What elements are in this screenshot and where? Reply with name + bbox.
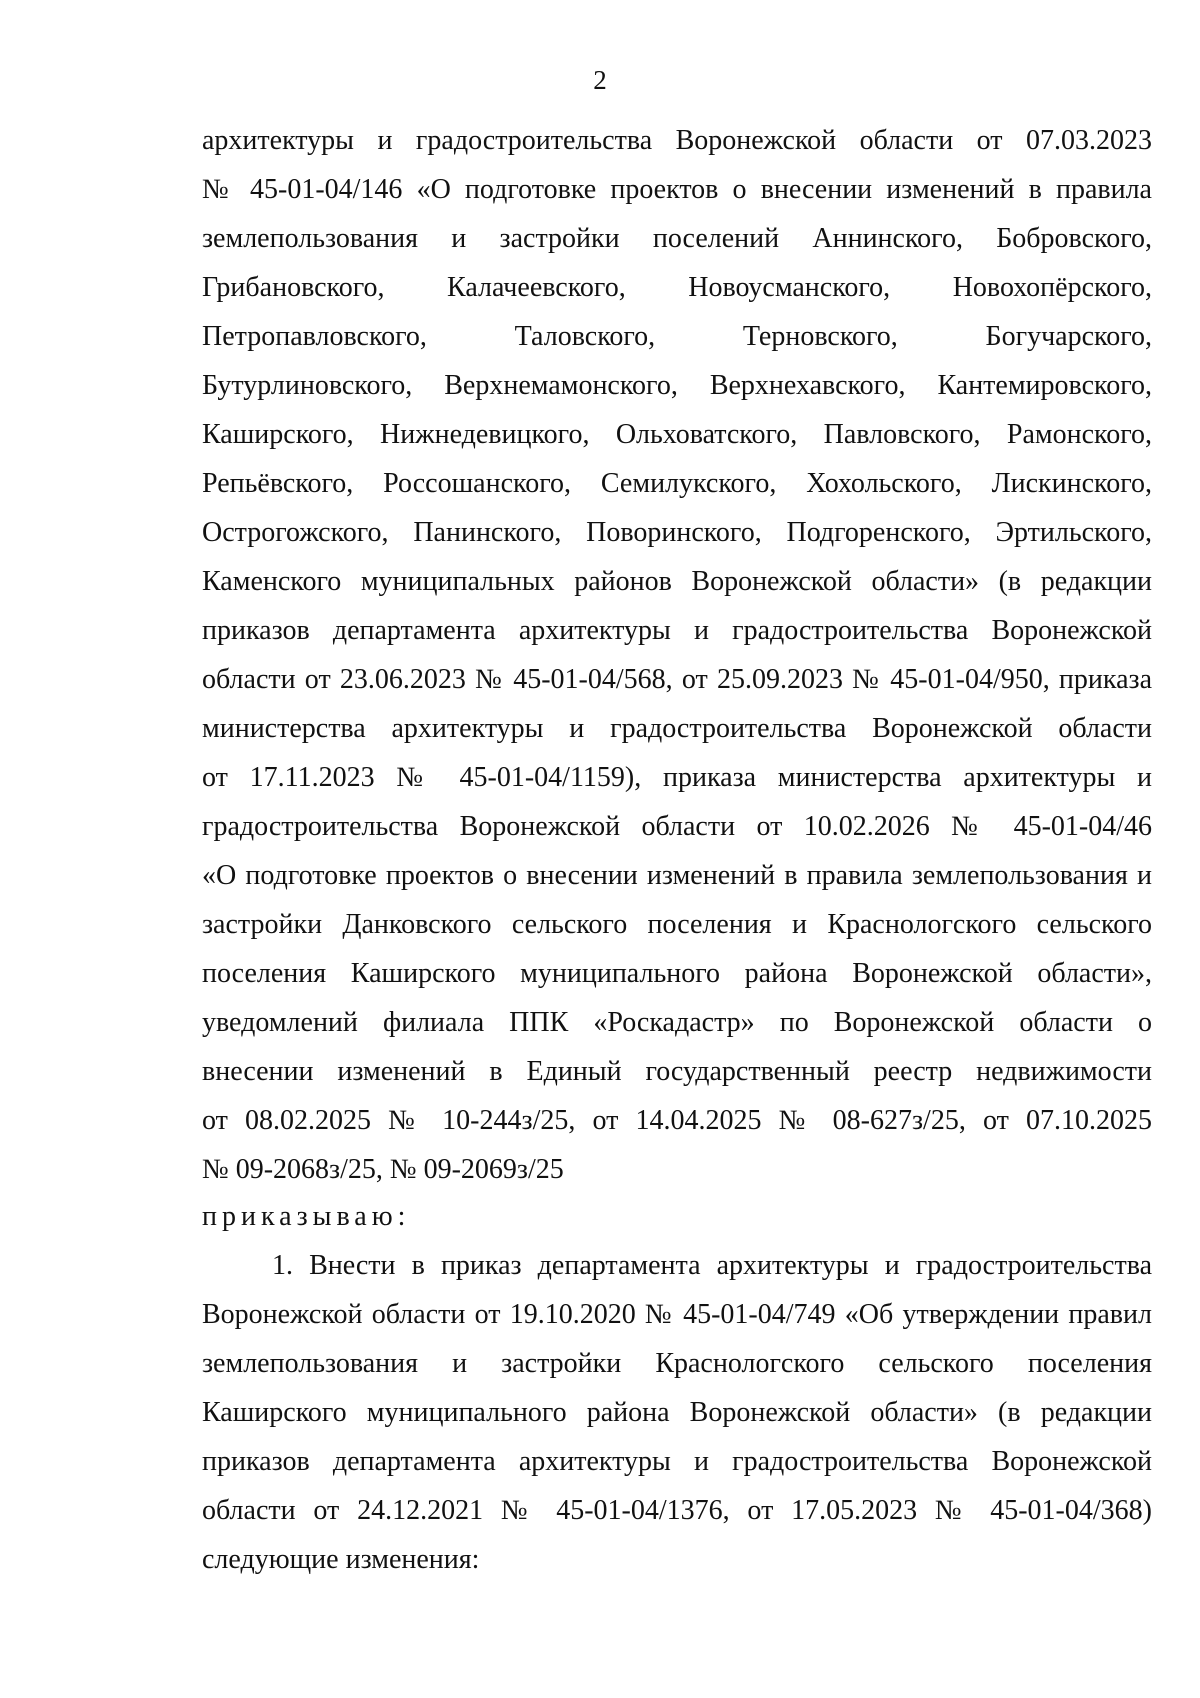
text-line: № 45-01-04/146 «О подготовке проектов о внесении изменений в правила: [202, 174, 1152, 205]
text-line: области от 24.12.2021 № 45-01-04/1376, от 17.05.2023 № 45-01-04/368): [202, 1495, 1152, 1526]
text-line: Грибановского, Калачеевского, Новоусманского, Новохопёрского,: [202, 272, 1152, 303]
text-line: приказов департамента архитектуры и градостроительства Воронежской: [202, 1446, 1152, 1477]
text-line: внесении изменений в Единый государственный реестр недвижимости: [202, 1056, 1152, 1087]
text-line: «О подготовке проектов о внесении изменений в правила землепользования и: [202, 860, 1152, 891]
text-line: архитектуры и градостроительства Воронежской области от 07.03.2023: [202, 125, 1152, 156]
text-line: Репьёвского, Россошанского, Семилукского, Хохольского, Лискинского,: [202, 468, 1152, 499]
text-line: застройки Данковского сельского поселения и Краснологского сельского: [202, 909, 1152, 940]
text-line: землепользования и застройки Краснологского сельского поселения: [202, 1348, 1152, 1379]
text-line: № 09-2068з/25, № 09-2069з/25: [202, 1154, 564, 1185]
text-line: министерства архитектуры и градостроительства Воронежской области: [202, 713, 1152, 744]
page-number: 2: [593, 65, 607, 95]
text-line: области от 23.06.2023 № 45-01-04/568, от 25.09.2023 № 45-01-04/950, приказа: [202, 664, 1152, 695]
text-line: уведомлений филиала ППК «Роскадастр» по Воронежской области о: [202, 1007, 1152, 1038]
text-line: следующие изменения:: [202, 1544, 480, 1575]
text-line: Бутурлиновского, Верхнемамонского, Верхнехавского, Кантемировского,: [202, 370, 1152, 401]
text-line: от 17.11.2023 № 45-01-04/1159), приказа министерства архитектуры и: [202, 762, 1152, 793]
text-line: от 08.02.2025 № 10-244з/25, от 14.04.2025 № 08-627з/25, от 07.10.2025: [202, 1105, 1152, 1136]
text-line: поселения Каширского муниципального района Воронежской области»,: [202, 958, 1152, 989]
item-1-paragraph: [202, 1241, 1152, 1584]
text-line: Острогожского, Панинского, Поворинского, Подгоренского, Эртильского,: [202, 517, 1152, 548]
text-line: приказов департамента архитектуры и градостроительства Воронежской: [202, 615, 1152, 646]
order-heading-block: [202, 1192, 1152, 1241]
text-line: Воронежской области от 19.10.2020 № 45-01-04/749 «Об утверждении правил: [202, 1299, 1152, 1330]
text-line: Каширского муниципального района Воронежской области» (в редакции: [202, 1397, 1152, 1428]
text-line: землепользования и застройки поселений Аннинского, Бобровского,: [202, 223, 1152, 254]
text-line: Каширского, Нижнедевицкого, Ольховатского, Павловского, Рамонского,: [202, 419, 1152, 450]
text-line: Петропавловского, Таловского, Терновского, Богучарского,: [202, 321, 1152, 352]
preamble-paragraph: [202, 116, 1152, 1194]
text-line: градостроительства Воронежской области от 10.02.2026 № 45-01-04/46: [202, 811, 1152, 842]
order-word: приказываю:: [202, 1201, 411, 1232]
text-line: Каменского муниципальных районов Воронежской области» (в редакции: [202, 566, 1152, 597]
text-line: 1. Внести в приказ департамента архитектуры и градостроительства: [272, 1250, 1152, 1281]
